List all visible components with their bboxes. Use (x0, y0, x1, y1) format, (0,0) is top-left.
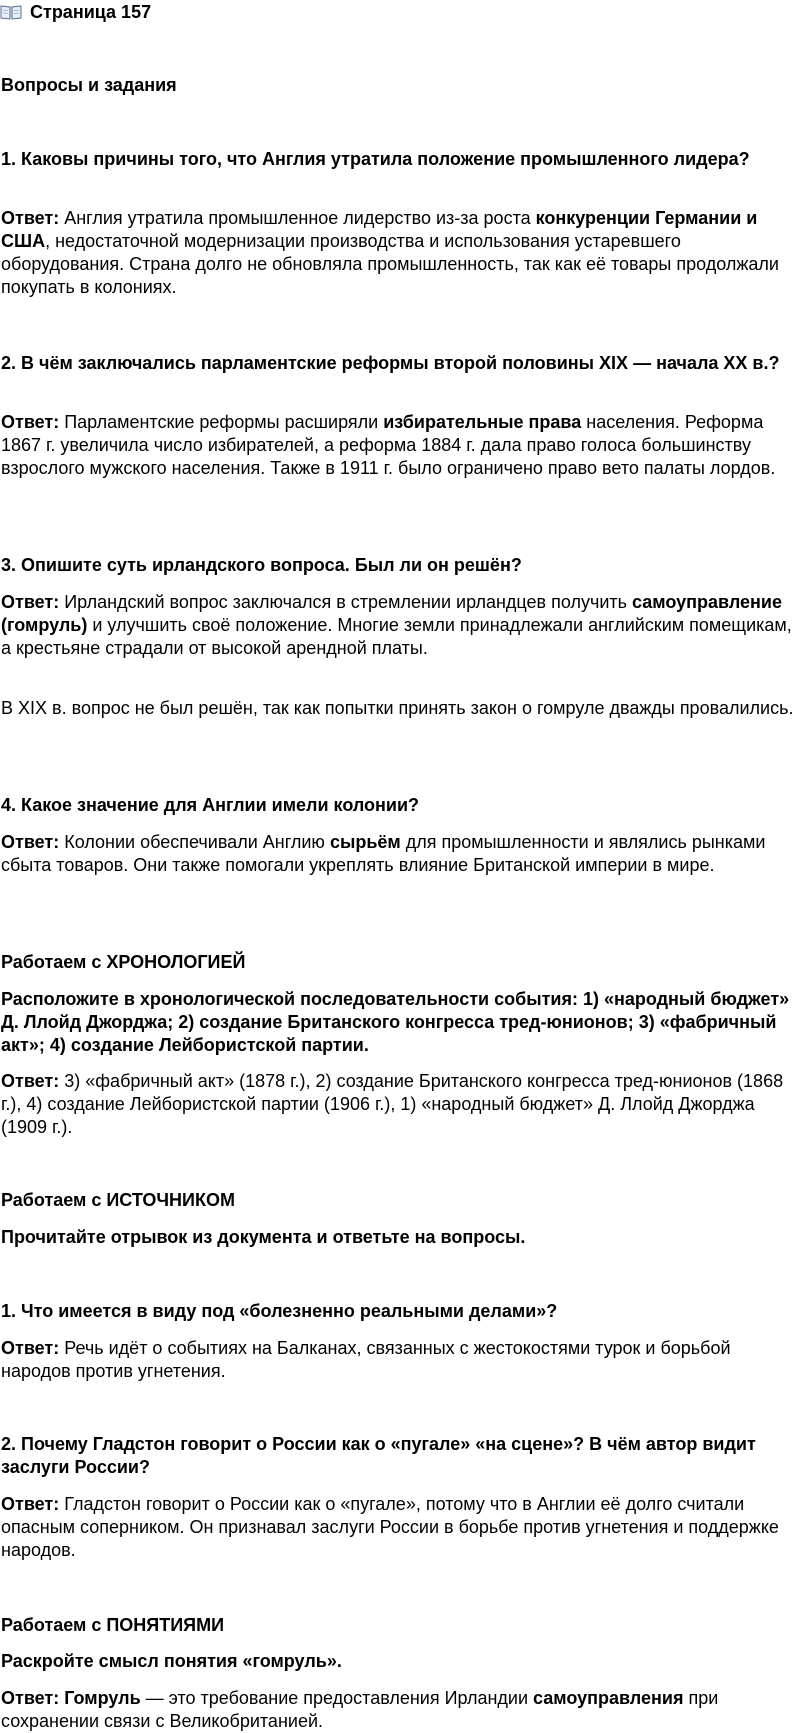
answer-text: Колонии обеспечивали Англию (59, 832, 330, 852)
question-2: 2. В чём заключались парламентские реформы второй половины XIX — начала XX в.? (1, 353, 780, 373)
answer-text: населения. Реформа 1867 г. увеличила число избирателей, а реформа 1884 г. дала право голоса большинству взрослого мужского населения. Также в 1911 г. было ограничено право вето палаты лордов. (1, 412, 776, 478)
answer-label: Ответ: (1, 832, 60, 852)
answer-text: для промышленности и являлись рынками сбыта товаров. Они также помогали укреплять влияние Британской империи в мире. (1, 832, 766, 875)
answer-emphasis: самоуправление (гомруль) (1, 592, 782, 635)
answer-text: и улучшить своё положение. Многие земли принадлежали английским помещикам, а крестьяне страдали от высокой арендной платы. (1, 615, 792, 658)
answer-text: Парламентские реформы расширяли (59, 412, 384, 432)
concepts-heading: Работаем с ПОНЯТИЯМИ (1, 1615, 225, 1635)
chronology-task: Расположите в хронологической последовательности события: 1) «народный бюджет» Д. Ллойд Джорджа; 2) создание Британского конгресса тред-юнионов; 3) «фабричный акт»; 4) создание Лейбористской партии. (1, 989, 790, 1055)
answer-label: Ответ: (1, 208, 60, 228)
source-heading: Работаем с ИСТОЧНИКОМ (1, 1190, 235, 1210)
answer-text: Англия утратила промышленное лидерство из-за роста (59, 208, 536, 228)
source-question-1: 1. Что имеется в виду под «болезненно реальными делами»? (1, 1301, 558, 1321)
source-answer-1 (1, 1337, 799, 1383)
answer-3 (1, 591, 799, 660)
answer-4 (1, 831, 799, 877)
concepts-answer (1, 1687, 799, 1733)
page-header (0, 0, 151, 24)
answer-3-paragraph-2: В XIX в. вопрос не был решён, так как попытки принять закон о гомруле дважды провалились. (1, 698, 794, 718)
questions-heading: Вопросы и задания (1, 75, 177, 95)
answer-text: Речь идёт о событиях на Балканах, связанных с жестокостями турок и борьбой народов против угнетения. (1, 1338, 731, 1381)
answer-emphasis: конкуренции Германии и США (1, 208, 758, 251)
answer-label: Ответ: (1, 1338, 60, 1358)
source-question-2: 2. Почему Гладстон говорит о России как о «пугале» «на сцене»? В чём автор видит заслуги России? (1, 1434, 756, 1477)
answer-2 (1, 411, 799, 480)
answer-label: Ответ: (1, 1494, 60, 1514)
answer-text: Ирландский вопрос заключался в стремлении ирландцев получить (59, 592, 633, 612)
answer-label: Ответ: (1, 592, 60, 612)
answer-emphasis: самоуправления (533, 1688, 684, 1708)
open-book-icon (0, 4, 22, 20)
question-1: 1. Каковы причины того, что Англия утратила положение промышленного лидера? (1, 149, 750, 169)
answer-label: Ответ: (1, 1071, 60, 1091)
answer-emphasis: сырьём (329, 832, 401, 852)
question-3: 3. Опишите суть ирландского вопроса. Был ли он решён? (1, 555, 522, 575)
answer-label: Ответ: (1, 1688, 60, 1708)
answer-text: при сохранении связи с Великобританией. (1, 1688, 719, 1731)
answer-text: — это требование предоставления Ирландии (140, 1688, 534, 1708)
source-task: Прочитайте отрывок из документа и ответьте на вопросы. (1, 1227, 526, 1247)
answer-text: , недостаточной модернизации производства и использования устаревшего оборудования. Страна долго не обновляла промышленность, так как её товары продолжали покупать в колониях. (1, 231, 779, 297)
answer-term: Гомруль (59, 1688, 141, 1708)
page-title: Страница 157 (30, 1, 152, 22)
source-answer-2 (1, 1493, 799, 1562)
answer-1 (1, 207, 799, 299)
answer-text: Гладстон говорит о России как о «пугале», потому что в Англии её долго считали опасным соперником. Он признавал заслуги России в борьбе против угнетения и поддержке народов. (1, 1494, 779, 1560)
chronology-answer (1, 1070, 799, 1139)
answer-emphasis: избирательные права (383, 412, 582, 432)
answer-text: 3) «фабричный акт» (1878 г.), 2) создание Британского конгресса тред-юнионов (1868 г.), 4) создание Лейбористской партии (1906 г.), 1) «народный бюджет» Д. Ллойд Джорджа (1909 г.). (1, 1071, 784, 1137)
chronology-heading: Работаем с ХРОНОЛОГИЕЙ (1, 952, 246, 972)
answer-label: Ответ: (1, 412, 60, 432)
concepts-task: Раскройте смысл понятия «гомруль». (1, 1651, 342, 1671)
question-4: 4. Какое значение для Англии имели колонии? (1, 795, 420, 815)
